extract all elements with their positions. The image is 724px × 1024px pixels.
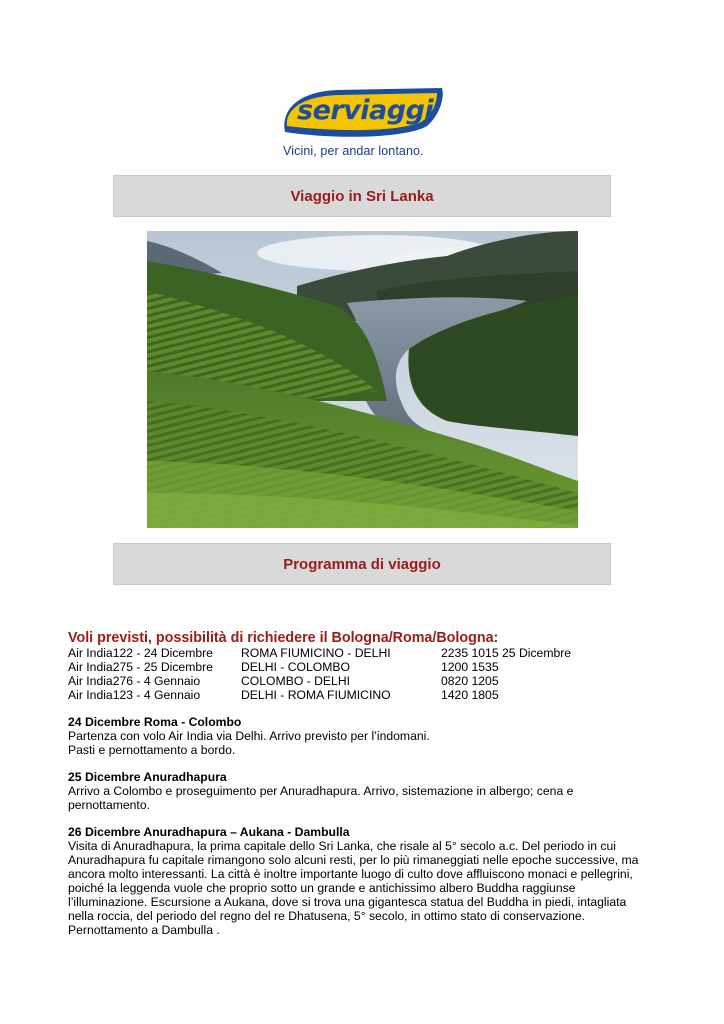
flight-times: 0820 1205 [441,674,499,688]
flight-number: Air India276 - 4 Gennaio [68,674,201,688]
day-section [68,715,658,757]
flight-route: COLOMBO - DELHI [241,674,351,688]
flight-row [68,646,658,660]
flight-row [68,688,658,702]
day-title: 25 Dicembre Anuradhapura [68,770,227,784]
flight-number: Air India123 - 4 Gennaio [68,688,201,702]
program-title-bar [113,543,611,585]
flight-route: DELHI - ROMA FIUMICINO [241,688,391,702]
flight-times: 2235 1015 25 Dicembre [441,646,572,660]
flight-row [68,660,658,674]
flight-times: 1200 1535 [441,660,499,674]
day-title: 26 Dicembre Anuradhapura – Aukana - Dambulla [68,825,350,839]
title-bar [113,175,611,217]
landscape-photo [147,231,578,528]
flight-route: DELHI - COLOMBO [241,660,351,674]
serviaggi-logo [277,86,447,162]
svg-text:serviaggi: serviaggi [297,95,434,126]
day-text: Visita di Anuradhapura, la prima capitale dello Sri Lanka, che risale al 5° secolo a.c. Del periodo in cui Anuradhapura fu capitale rimangono solo alcuni resti, per lo più rimaneggiati nelle epoche successive, ma ancora molto interessanti. La città è inoltre importante luogo di culto dove affluiscono monaci e pellegrini, poiché la leggenda vuole che proprio sotto un grande e antichissimo albero Buddha raggiunse l’illuminazione. Escursione a Aukana, dove si trova una gigantesca statua del Buddha in piedi, intagliata nella roccia, del periodo del regno del re Dhatusena, 5° secolo, in ottimo stato di conservazione. Pernottamento a Dambulla . [68,839,639,937]
flights-heading: Voli previsti, possibilità di richiedere il Bologna/Roma/Bologna: [68,630,499,646]
day-text: Arrivo a Colombo e proseguimento per Anuradhapura. Arrivo, sistemazione in albergo; cena e pernottamento. [68,784,574,812]
logo-mark [277,86,447,146]
flight-row [68,674,658,688]
itinerary-content [68,630,658,937]
day-section [68,770,658,812]
day-text: Partenza con volo Air India via Delhi. Arrivo previsto per l’indomani. Pasti e pernottamento a bordo. [68,729,430,757]
program-title: Programma di viaggio [283,555,441,573]
page-title: Viaggio in Sri Lanka [290,187,434,205]
logo-tagline: Vicini, per andar lontano. [283,144,424,158]
flight-times: 1420 1805 [441,688,499,702]
flight-number: Air India122 - 24 Dicembre [68,646,213,660]
flight-number: Air India275 - 25 Dicembre [68,660,213,674]
day-title: 24 Dicembre Roma - Colombo [68,715,242,729]
flight-route: ROMA FIUMICINO - DELHI [241,646,391,660]
day-section [68,825,658,937]
